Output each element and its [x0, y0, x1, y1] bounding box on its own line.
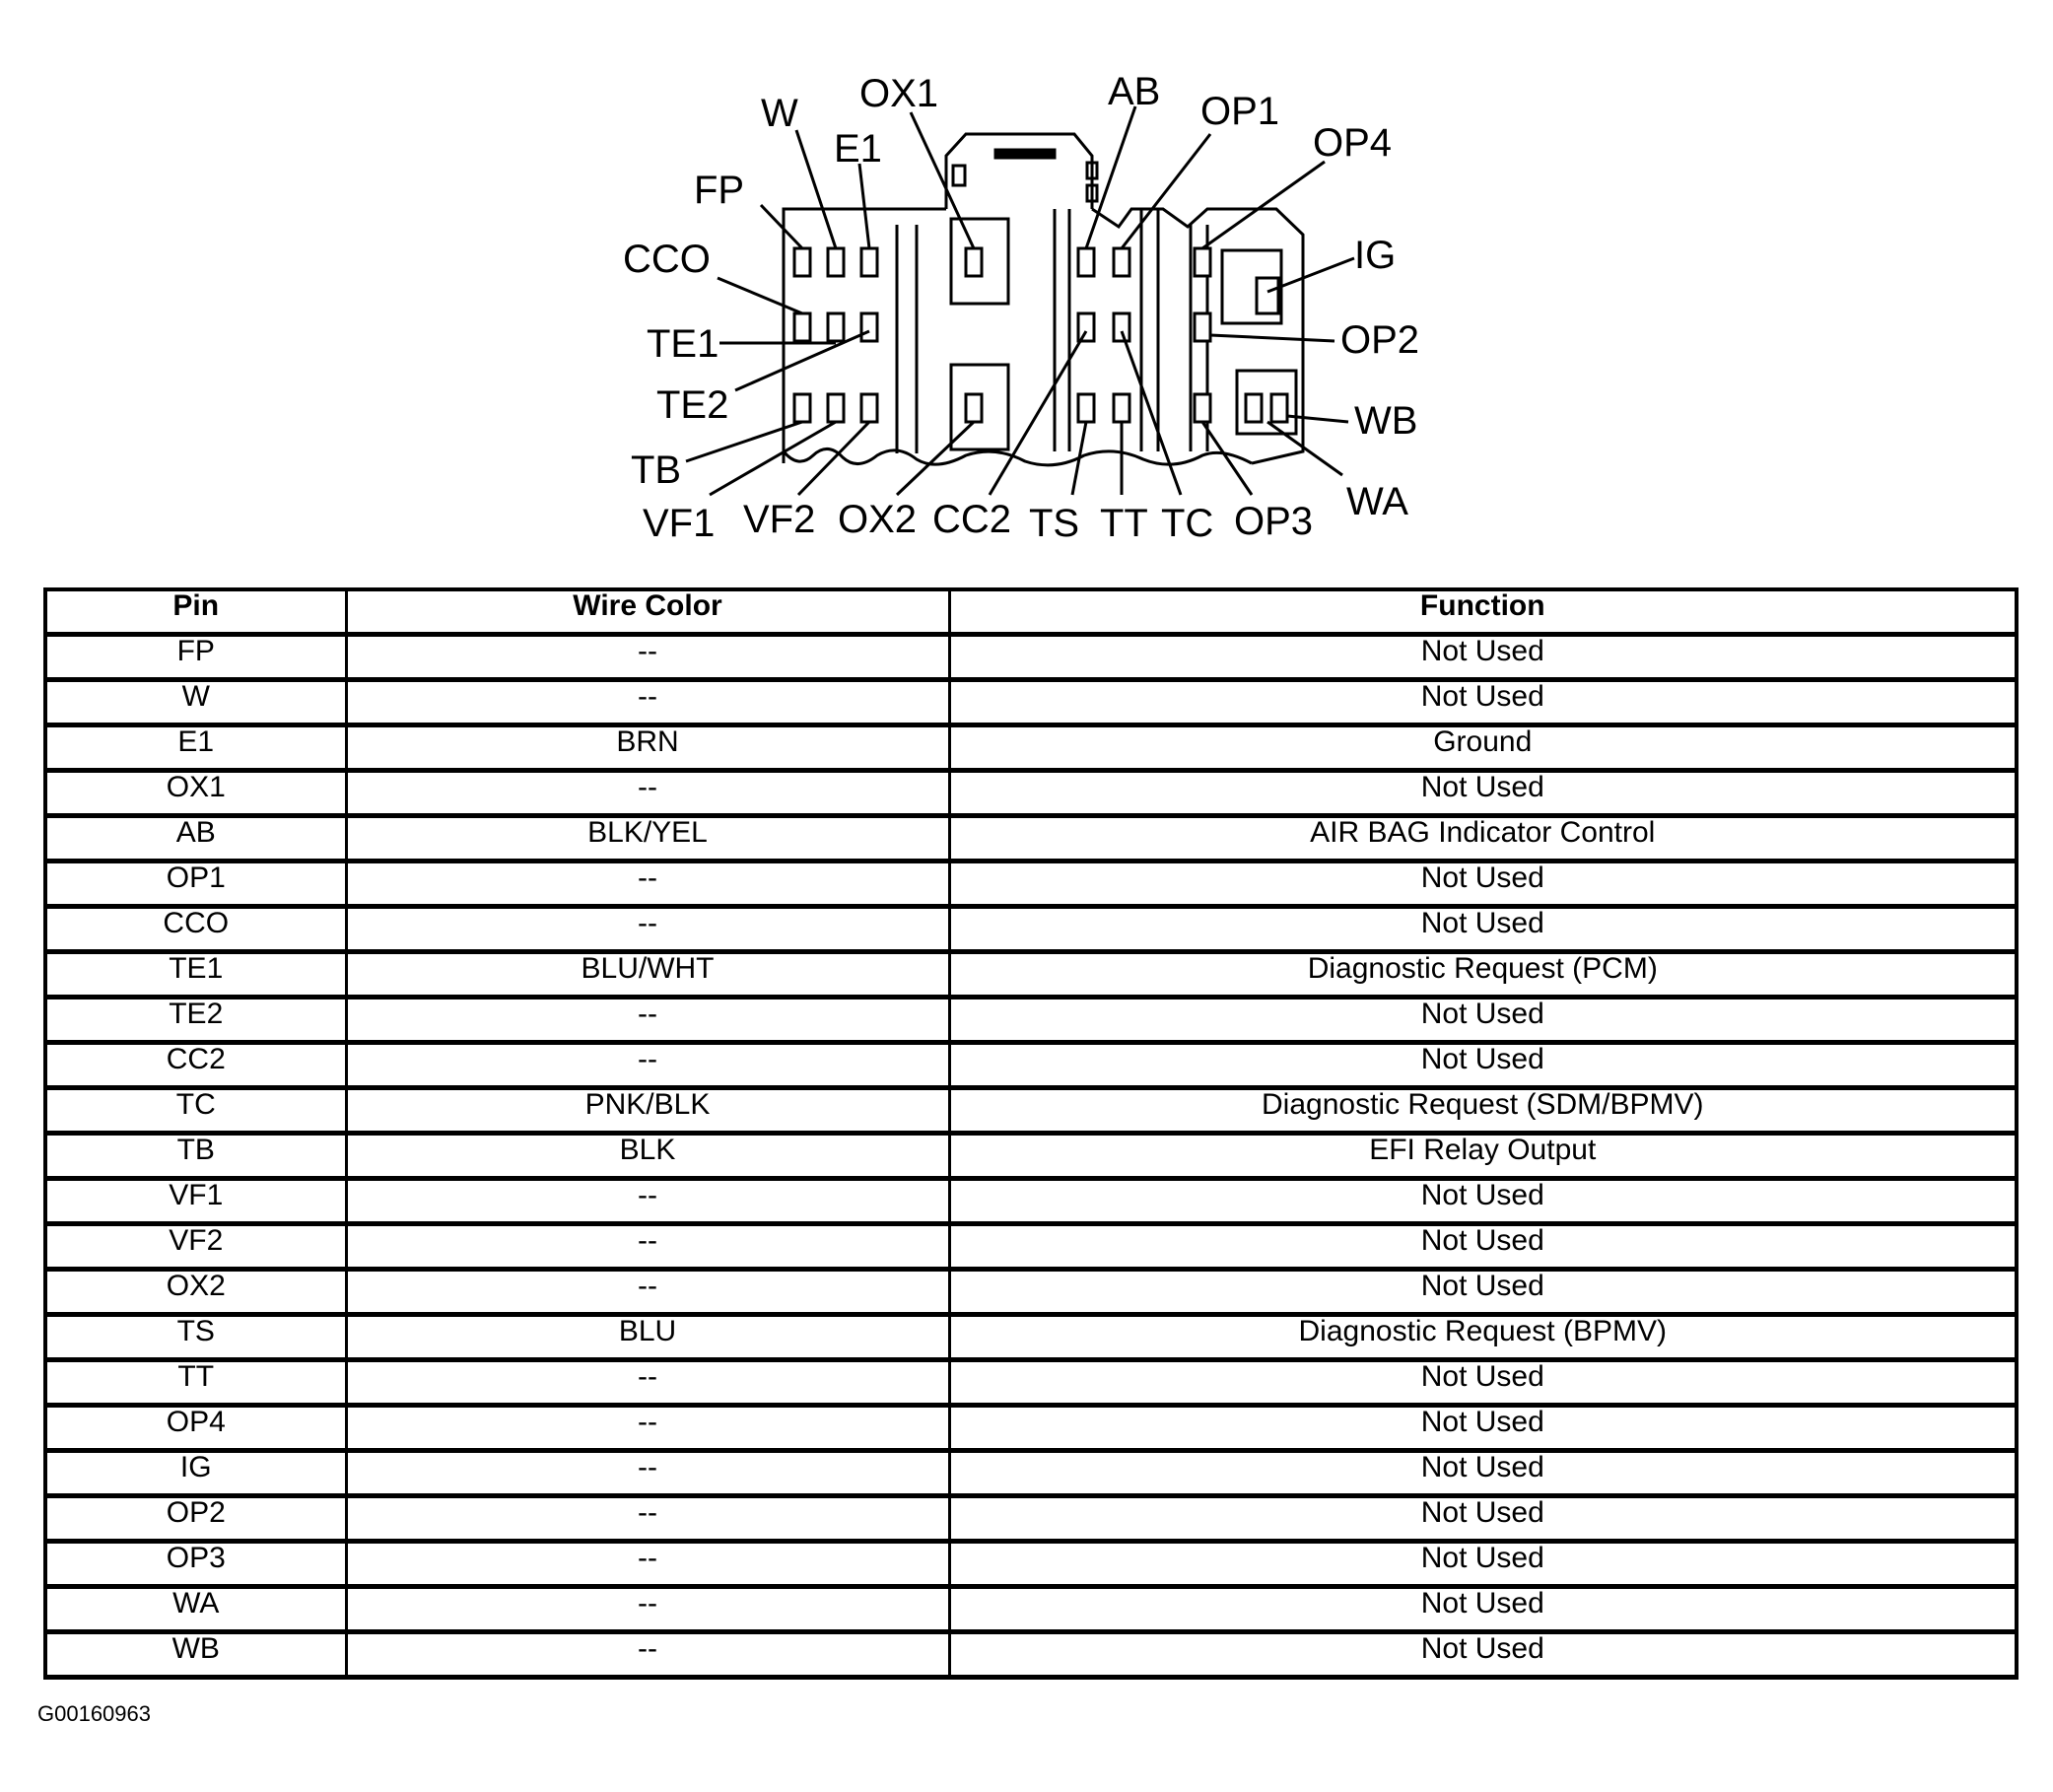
label-fp: FP — [694, 169, 745, 212]
function-cell: AIR BAG Indicator Control — [949, 816, 2017, 862]
table-row — [45, 680, 2017, 725]
label-ig: IG — [1354, 234, 1397, 277]
label-e1: E1 — [834, 127, 882, 171]
label-tb: TB — [631, 448, 682, 492]
function-cell: Not Used — [949, 1224, 2017, 1270]
wire-color-cell: -- — [346, 1542, 949, 1587]
function-cell: Not Used — [949, 907, 2017, 952]
table-row — [45, 1496, 2017, 1542]
function-cell: Ground — [949, 725, 2017, 771]
function-cell: Not Used — [949, 1632, 2017, 1678]
table-row — [45, 1088, 2017, 1134]
pin-cell: W — [45, 680, 346, 725]
function-cell: Not Used — [949, 1451, 2017, 1496]
cavity-op1 — [1114, 248, 1129, 276]
pin-cell: OP3 — [45, 1542, 346, 1587]
cavity-tt — [1114, 394, 1129, 422]
wire-color-cell: PNK/BLK — [346, 1088, 949, 1134]
pin-cell: TE1 — [45, 952, 346, 998]
pin-labels — [623, 70, 1419, 545]
table-row — [45, 771, 2017, 816]
cavity-ab — [1078, 248, 1094, 276]
table-row — [45, 1179, 2017, 1224]
column-header-wire-color: Wire Color — [346, 589, 949, 635]
label-wb: WB — [1354, 399, 1418, 443]
pin-table — [43, 587, 2019, 1680]
table-row — [45, 1315, 2017, 1360]
wire-color-cell: -- — [346, 680, 949, 725]
wire-color-cell: -- — [346, 1587, 949, 1632]
pin-cell: CC2 — [45, 1043, 346, 1088]
cavity-op2 — [1195, 313, 1210, 341]
cavity-op4 — [1195, 248, 1210, 276]
table-row — [45, 1587, 2017, 1632]
cavity-e1 — [861, 248, 877, 276]
cavity-fp — [794, 248, 810, 276]
table-header-row — [45, 589, 2017, 635]
function-cell: Not Used — [949, 1587, 2017, 1632]
label-wa: WA — [1346, 480, 1408, 523]
label-cc2: CC2 — [932, 498, 1012, 541]
cavity-wa — [1246, 394, 1262, 422]
cavity-te1 — [828, 313, 844, 341]
pin-cell: TB — [45, 1134, 346, 1179]
pin-cell: WA — [45, 1587, 346, 1632]
wire-color-cell: BLK/YEL — [346, 816, 949, 862]
function-cell: Not Used — [949, 998, 2017, 1043]
pin-cell: VF2 — [45, 1224, 346, 1270]
function-cell: Not Used — [949, 680, 2017, 725]
pin-cell: TE2 — [45, 998, 346, 1043]
table-row — [45, 907, 2017, 952]
table-row — [45, 1406, 2017, 1451]
column-header-pin: Pin — [45, 589, 346, 635]
pin-cell: OP1 — [45, 862, 346, 907]
function-cell: Diagnostic Request (PCM) — [949, 952, 2017, 998]
label-op3: OP3 — [1234, 500, 1314, 543]
function-cell: Not Used — [949, 771, 2017, 816]
wire-color-cell: -- — [346, 907, 949, 952]
pin-cell: CCO — [45, 907, 346, 952]
leader-lines — [686, 106, 1354, 495]
label-tc: TC — [1161, 502, 1214, 545]
pin-cell: TC — [45, 1088, 346, 1134]
wire-color-cell: -- — [346, 1360, 949, 1406]
label-te1: TE1 — [647, 322, 719, 366]
function-cell: Diagnostic Request (BPMV) — [949, 1315, 2017, 1360]
table-row — [45, 952, 2017, 998]
function-cell: Diagnostic Request (SDM/BPMV) — [949, 1088, 2017, 1134]
wire-color-cell: -- — [346, 1224, 949, 1270]
pin-cell: VF1 — [45, 1179, 346, 1224]
table-row — [45, 816, 2017, 862]
cavity-cco — [794, 313, 810, 341]
pin-cell: E1 — [45, 725, 346, 771]
function-cell: Not Used — [949, 635, 2017, 680]
cavity-te2 — [861, 313, 877, 341]
table-row — [45, 1270, 2017, 1315]
table-body — [45, 635, 2017, 1678]
column-header-function: Function — [949, 589, 2017, 635]
cavity-cc2 — [1078, 313, 1094, 341]
cavity-ts — [1078, 394, 1094, 422]
wire-color-cell: BLU/WHT — [346, 952, 949, 998]
pin-cell: TS — [45, 1315, 346, 1360]
wire-color-cell: -- — [346, 635, 949, 680]
table-row — [45, 1134, 2017, 1179]
label-vf2: VF2 — [743, 498, 816, 541]
figure-id: G00160963 — [37, 1701, 151, 1726]
label-op2: OP2 — [1340, 318, 1420, 362]
cavity-vf2 — [861, 394, 877, 422]
pin-cell: FP — [45, 635, 346, 680]
table-row — [45, 725, 2017, 771]
cavity-wb — [1271, 394, 1287, 422]
cavity-w — [828, 248, 844, 276]
cavity-tb — [794, 394, 810, 422]
wire-color-cell: -- — [346, 1632, 949, 1678]
label-vf1: VF1 — [643, 502, 716, 545]
cavity-op3 — [1195, 394, 1210, 422]
pin-cell: TT — [45, 1360, 346, 1406]
function-cell: Not Used — [949, 1179, 2017, 1224]
function-cell: Not Used — [949, 1360, 2017, 1406]
wire-color-cell: BLU — [346, 1315, 949, 1360]
wire-color-cell: -- — [346, 771, 949, 816]
label-ox1: OX1 — [859, 72, 939, 115]
table-row — [45, 635, 2017, 680]
cavity-ox2 — [966, 394, 982, 422]
label-tt: TT — [1100, 502, 1148, 545]
function-cell: Not Used — [949, 1542, 2017, 1587]
function-cell: Not Used — [949, 1406, 2017, 1451]
label-op4: OP4 — [1313, 121, 1393, 165]
connector-diagram — [0, 0, 2053, 582]
table-row — [45, 1451, 2017, 1496]
label-ox2: OX2 — [838, 498, 918, 541]
pin-cell: OP4 — [45, 1406, 346, 1451]
table-row — [45, 1542, 2017, 1587]
function-cell: Not Used — [949, 1043, 2017, 1088]
function-cell: Not Used — [949, 1496, 2017, 1542]
label-ts: TS — [1029, 502, 1080, 545]
wire-color-cell: -- — [346, 998, 949, 1043]
wire-color-cell: -- — [346, 1451, 949, 1496]
cavity-tc — [1114, 313, 1129, 341]
pin-cell: OP2 — [45, 1496, 346, 1542]
label-ab: AB — [1108, 70, 1161, 113]
table-row — [45, 1224, 2017, 1270]
wire-color-cell: -- — [346, 1043, 949, 1088]
function-cell: EFI Relay Output — [949, 1134, 2017, 1179]
pin-cell: OX2 — [45, 1270, 346, 1315]
function-cell: Not Used — [949, 1270, 2017, 1315]
table-row — [45, 998, 2017, 1043]
pin-cell: IG — [45, 1451, 346, 1496]
label-cco: CCO — [623, 238, 711, 281]
pin-cell: AB — [45, 816, 346, 862]
wire-color-cell: BLK — [346, 1134, 949, 1179]
wire-color-cell: -- — [346, 1179, 949, 1224]
table-row — [45, 1632, 2017, 1678]
label-te2: TE2 — [656, 383, 729, 427]
label-w: W — [761, 92, 798, 135]
cavity-vf1 — [828, 394, 844, 422]
table-row — [45, 862, 2017, 907]
wire-color-cell: -- — [346, 1496, 949, 1542]
table-row — [45, 1043, 2017, 1088]
wire-color-cell: -- — [346, 1270, 949, 1315]
wire-color-cell: -- — [346, 1406, 949, 1451]
wire-color-cell: -- — [346, 862, 949, 907]
function-cell: Not Used — [949, 862, 2017, 907]
label-op1: OP1 — [1200, 90, 1280, 133]
cavity-ox1 — [966, 248, 982, 276]
wire-color-cell: BRN — [346, 725, 949, 771]
pin-cell: OX1 — [45, 771, 346, 816]
table-row — [45, 1360, 2017, 1406]
pin-cell: WB — [45, 1632, 346, 1678]
